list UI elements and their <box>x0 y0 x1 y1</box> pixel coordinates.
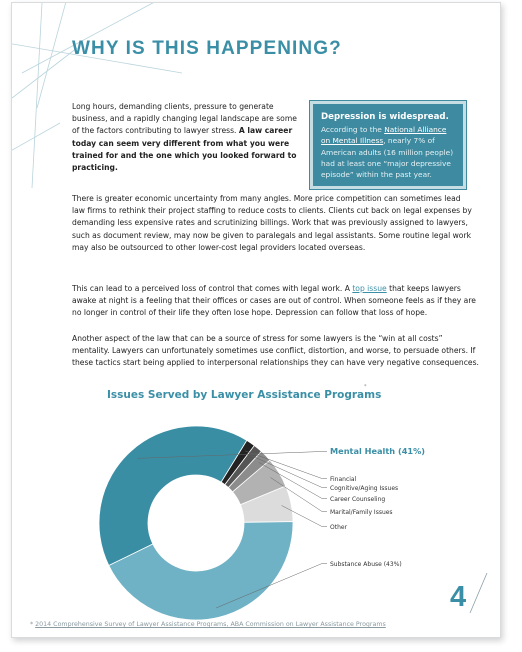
donut-slice-mental-health <box>99 426 247 566</box>
slice-label: Financial <box>330 476 357 483</box>
intro-text: Long hours, demanding clients, pressure to generate business, and a rapidly changing legal landscape are some of the factors contributing to lawyer stress. <box>72 102 297 136</box>
slice-label: Career Counseling <box>330 496 386 503</box>
control-text-pre: This can lead to a perceived loss of control that comes with legal work. A <box>72 284 353 293</box>
callout-heading: Depression is widespread. <box>321 112 449 122</box>
callout-text-post: , nearly 7% of American adults (16 million people) had at least one “major depressive episode” within the past year. <box>321 136 454 180</box>
slice-label: Substance Abuse (43%) <box>330 561 402 568</box>
slice-label: Mental Health (41%) <box>330 446 426 456</box>
document-page <box>11 2 501 638</box>
lap-issues-donut-chart <box>12 3 500 637</box>
slice-label: Cognitive/Aging Issues <box>330 485 399 492</box>
footnote-marker: * <box>30 621 36 628</box>
nami-link[interactable]: National Alliance on Mental Illness <box>321 125 447 146</box>
footnote <box>30 621 386 628</box>
slice-label: Other <box>330 524 348 531</box>
intro-bold-text: A law career today can seem very different from what you were trained for and the one which you looked forward to practicing. <box>72 126 297 173</box>
economic-paragraph: There is greater economic uncertainty from many angles. More price competition can sometimes lead law firms to rethink their project staffing to reduce costs to clients. Clients cut back on legal expenses by demanding less expensive rates and scrutinizing billings. Work that was previously assigned to lawyers, such as document review, may now be given to paralegals and legal assistants. Some routine legal work may also be outsourced to other lower-cost legal providers located overseas. <box>72 194 472 252</box>
footnote-source-link[interactable]: 2014 Comprehensive Survey of Lawyer Assistance Programs, ABA Commission on Lawyer Assistance Programs <box>35 621 386 628</box>
chart-title-footnote-marker: * <box>364 384 367 390</box>
slice-label: Marital/Family Issues <box>330 509 393 516</box>
callout-text-pre: According to the <box>321 125 385 134</box>
control-text-post: that keeps lawyers awake at night is a feeling that their offices or cases are out of control. When someone feels as if they are no longer in control of their life they often lose hope. Depression can follow that loss of hope. <box>72 284 476 318</box>
win-at-all-costs-paragraph: Another aspect of the law that can be a source of stress for some lawyers is the “win at all costs” mentality. Lawyers can unfortunately sometimes use conflict, distortion, and worse, to persuade others. If these tactics start being applied to interpersonal relationships they can have very negative consequences. <box>72 334 479 368</box>
page-number: 4 <box>450 581 467 613</box>
chart-title: Issues Served by Lawyer Assistance Programs <box>107 389 382 401</box>
page-title: WHY IS THIS HAPPENING? <box>72 38 342 59</box>
top-issue-link[interactable]: top issue <box>352 284 387 293</box>
